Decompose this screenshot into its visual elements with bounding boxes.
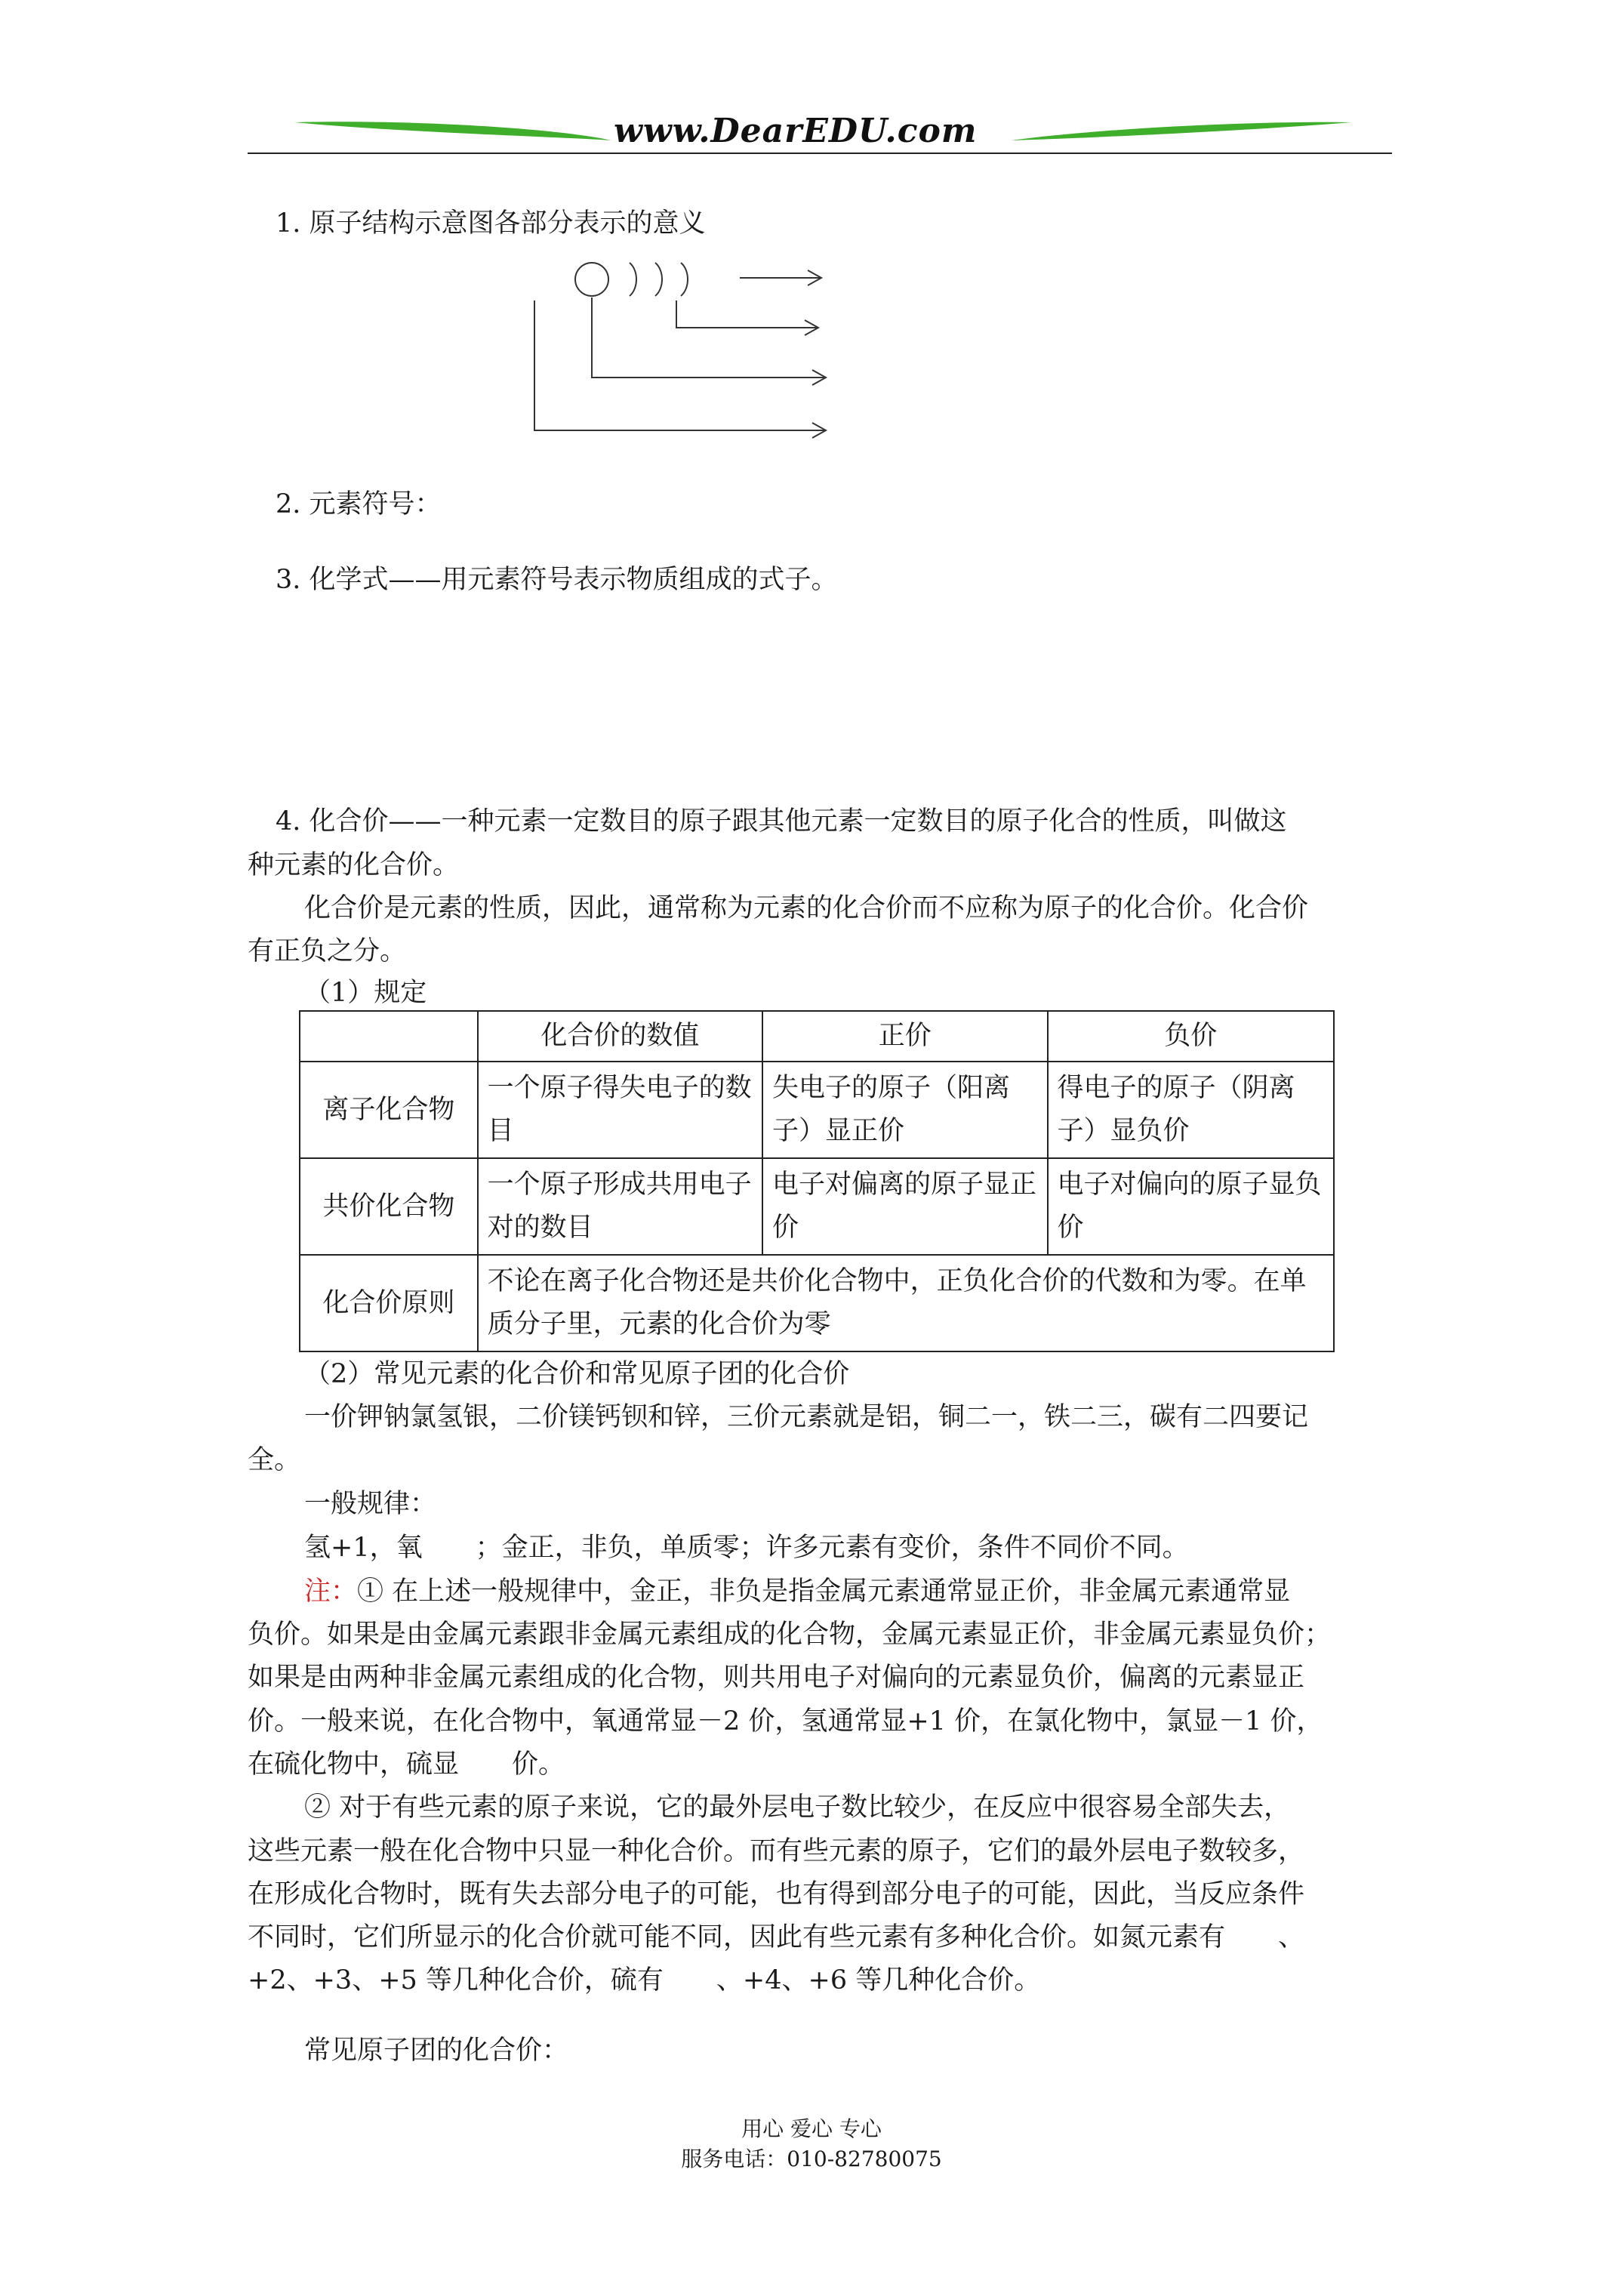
table-cell: 一个原子形成共用电子对的数目 [478, 1158, 762, 1255]
section-3-title: 3. 化学式——用元素符号表示物质组成的式子。 [276, 565, 838, 595]
section-2-title: 2. 元素符号： [276, 489, 442, 519]
note-2-line1: ② 对于有些元素的原子来说，它的最外层电子数比较少，在反应中很容易全部失去， [304, 1792, 1291, 1823]
table-merged-cell: 不论在离子化合物还是共价化合物中，正负化合价的代数和为零。在单质分子里，元素的化合价为零 [478, 1255, 1334, 1351]
atomic-groups-title: 常见原子团的化合价： [304, 2036, 569, 2066]
section-4-line1: 4. 化合价——一种元素一定数目的原子跟其他元素一定数目的原子化合的性质，叫做这 [276, 806, 1287, 837]
table-cell: 电子对偏向的原子显负价 [1048, 1158, 1335, 1255]
note-2-line2: 这些元素一般在化合物中只显一种化合价。而有些元素的原子，它们的最外层电子数较多， [248, 1836, 1305, 1866]
note-2-line3: 在形成化合物时，既有失去部分电子的可能，也有得到部分电子的可能，因此，当反应条件 [248, 1879, 1305, 1909]
electron-shell-arc [655, 263, 662, 296]
section-4-line2: 种元素的化合价。 [248, 850, 460, 880]
valence-rules-table [299, 1010, 1335, 1352]
header-logo-text: www.DearEDU.com [614, 112, 978, 150]
rule-title: 一般规律： [304, 1489, 437, 1519]
table-row-label: 离子化合物 [300, 1062, 478, 1158]
table-cell: 得电子的原子（阴离子）显负价 [1048, 1062, 1335, 1158]
table-header-cell [300, 1011, 478, 1062]
note-2-line4: 不同时，它们所显示的化合价就可能不同，因此有些元素有多种化合价。如氮元素有 、 [248, 1922, 1305, 1952]
note-1-text: ① 在上述一般规律中，金正，非负是指金属元素通常显正价，非金属元素通常显 [357, 1576, 1291, 1607]
note-1-line1 [304, 1576, 1290, 1607]
table-cell: 一个原子得失电子的数目 [478, 1062, 762, 1158]
table-cell: 失电子的原子（阳离子）显正价 [762, 1062, 1047, 1158]
subsection-2-title: （2）常见元素的化合价和常见原子团的化合价 [304, 1359, 850, 1389]
electron-shell-arc [681, 263, 688, 296]
subsection-1-title: （1）规定 [304, 978, 427, 1008]
nucleus-circle [575, 263, 608, 296]
table-row [300, 1062, 1334, 1158]
section-1-title: 1. 原子结构示意图各部分表示的意义 [276, 208, 706, 239]
rhyme-line2: 全。 [248, 1445, 301, 1475]
table-row [300, 1255, 1334, 1351]
table-cell: 电子对偏离的原子显正价 [762, 1158, 1047, 1255]
note-1-line3: 如果是由两种非金属元素组成的化合物，则共用电子对偏向的元素显负价，偏离的元素显正 [248, 1663, 1305, 1693]
note-2-line5: +2、+3、+5 等几种化合价，硫有 、+4、+6 等几种化合价。 [248, 1965, 1041, 1996]
table-header-row [300, 1011, 1334, 1062]
header-rule [248, 153, 1392, 154]
section-4-para2-line2: 有正负之分。 [248, 936, 407, 966]
rule-text: 氢+1，氧 ；金正，非负，单质零；许多元素有变价，条件不同价不同。 [304, 1533, 1189, 1563]
note-1-line4: 价。一般来说，在化合物中，氧通常显－2 价，氢通常显+1 价，在氯化物中，氯显－1 价， [248, 1706, 1323, 1737]
table-header-cell: 负价 [1048, 1011, 1335, 1062]
footer-phone: 服务电话：010-82780075 [681, 2147, 942, 2171]
note-1-line2: 负价。如果是由金属元素跟非金属元素组成的化合物，金属元素显正价，非金属元素显负价； [248, 1620, 1332, 1650]
table-row-label: 化合价原则 [300, 1255, 478, 1351]
table-row [300, 1158, 1334, 1255]
note-label: 注： [304, 1576, 358, 1607]
electron-shell-arc [630, 263, 636, 296]
section-4-para2-line1: 化合价是元素的性质，因此，通常称为元素的化合价而不应称为原子的化合价。化合价 [304, 893, 1309, 923]
footer-slogan: 用心 爱心 专心 [741, 2116, 882, 2141]
rhyme-line1: 一价钾钠氯氢银，二价镁钙钡和锌，三价元素就是铝，铜二一，铁二三，碳有二四要记 [304, 1402, 1309, 1432]
table-row-label: 共价化合物 [300, 1158, 478, 1255]
atom-structure-diagram [528, 257, 845, 453]
table-header-cell: 化合价的数值 [478, 1011, 762, 1062]
table-header-cell: 正价 [762, 1011, 1047, 1062]
note-1-line5: 在硫化物中，硫显 价。 [248, 1749, 565, 1780]
